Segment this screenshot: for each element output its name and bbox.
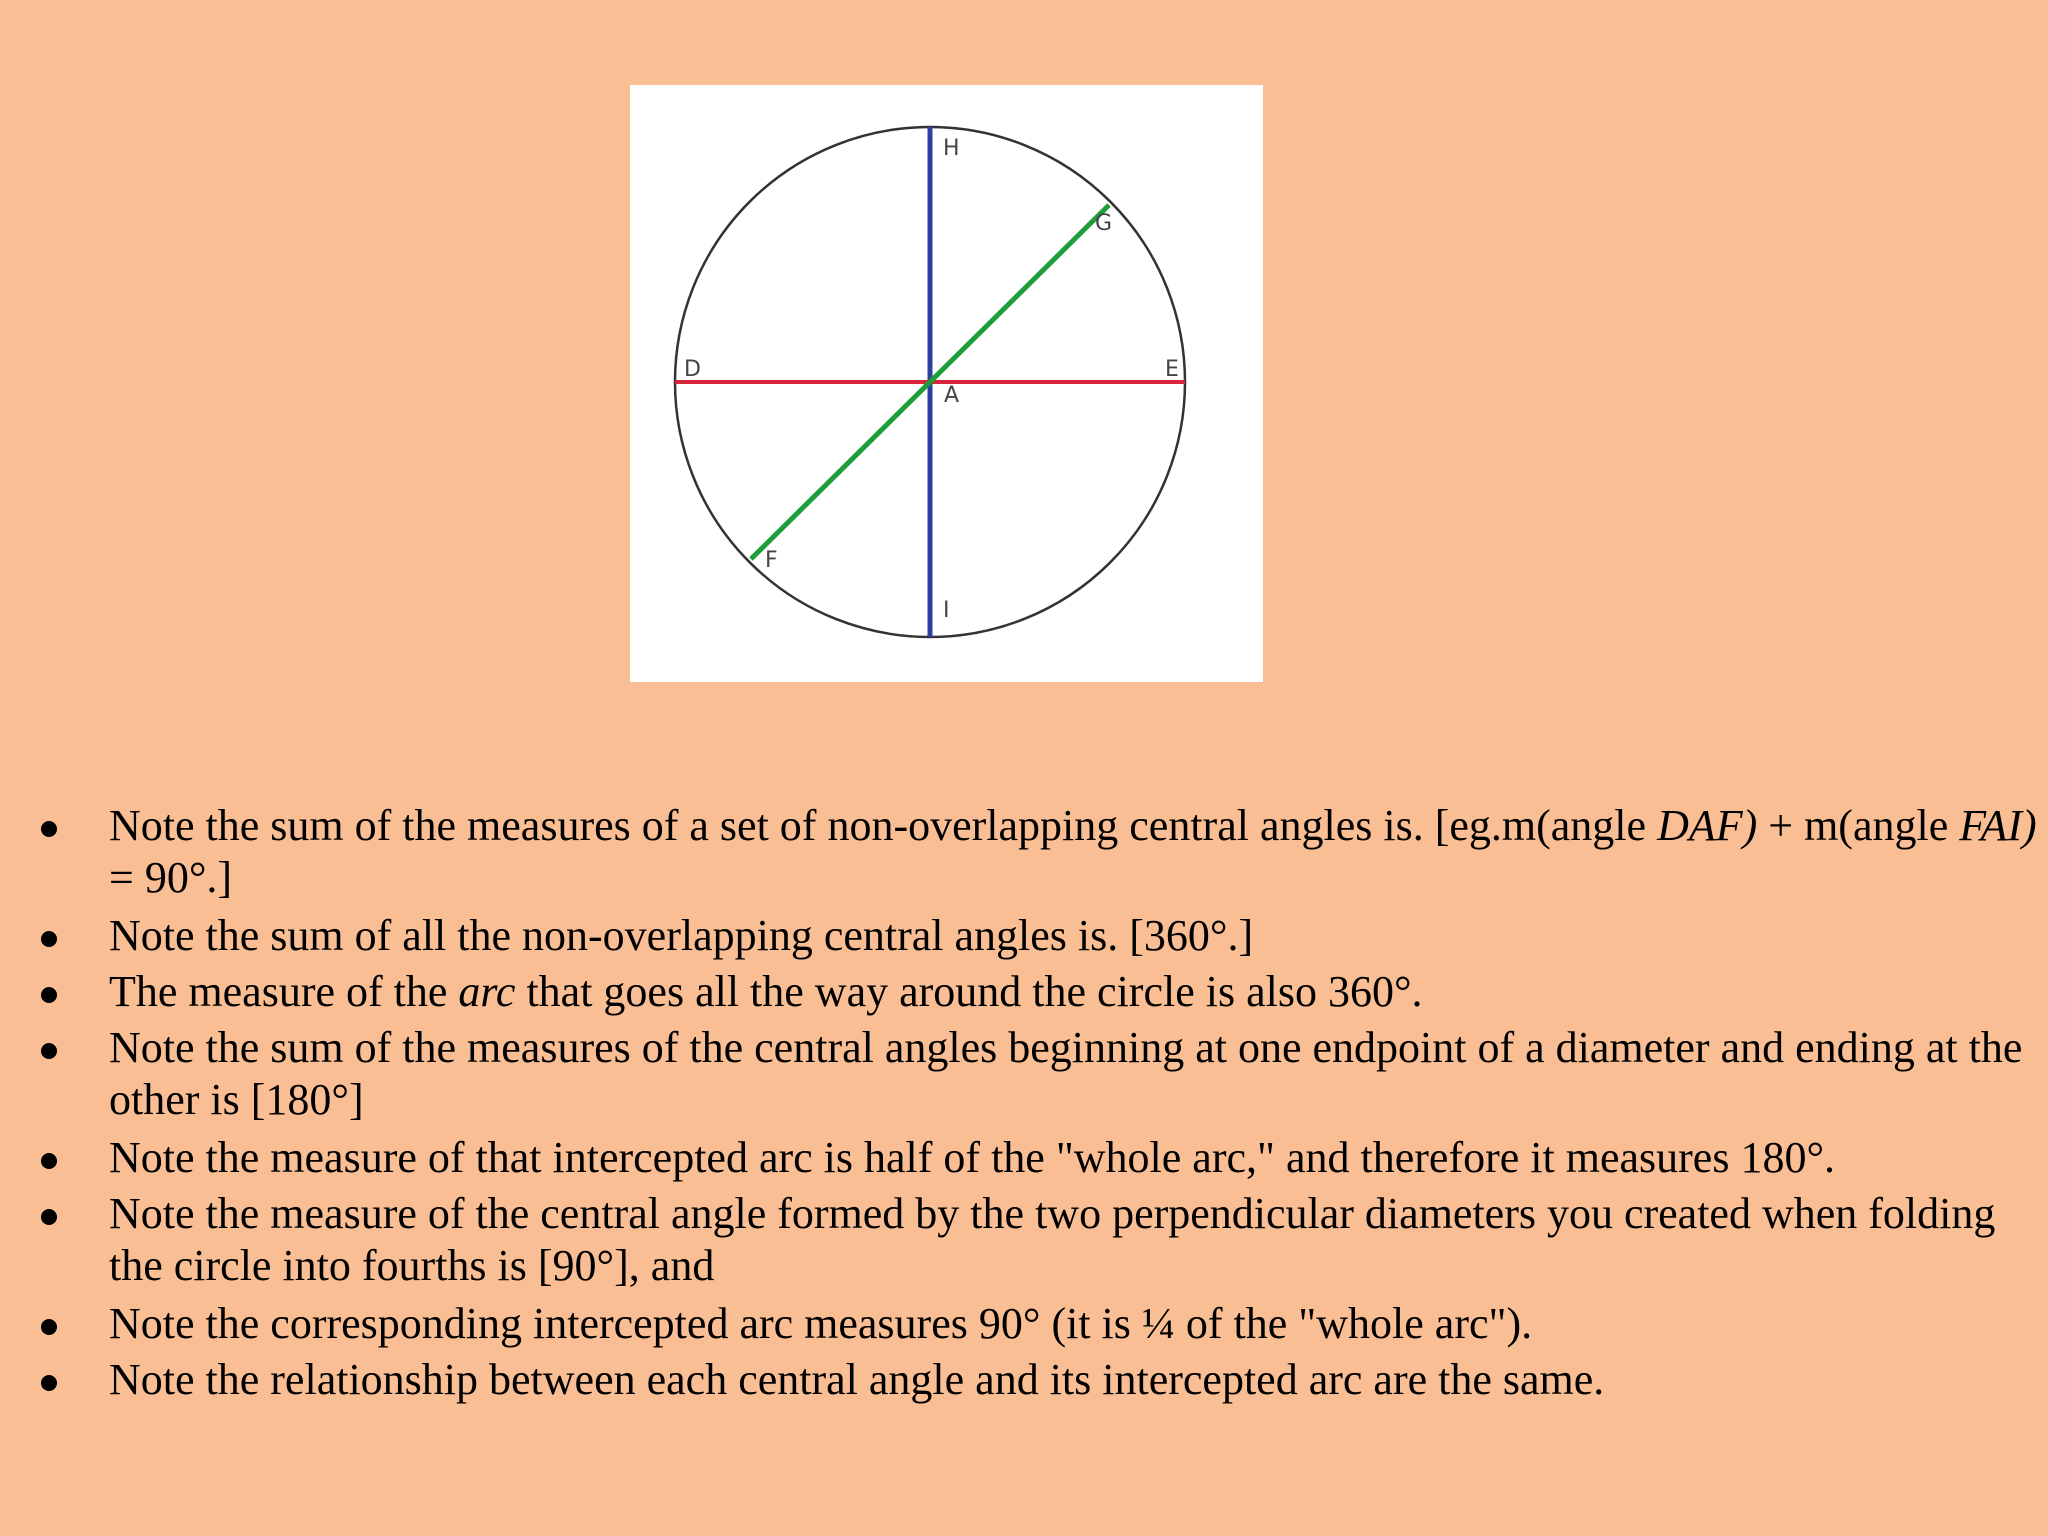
bullet-dot [41,1043,57,1059]
bullet-text: Note the relationship between each central angle and its intercepted arc are the same. [109,1355,1605,1404]
bullet-text: The measure of the arc that goes all the way around the circle is also 360°. [109,967,1423,1016]
bullet-text: Note the sum of all the non-overlapping central angles is. [360°.] [109,911,1254,960]
point-label-f: F [765,548,778,573]
point-label-d: D [684,357,701,382]
list-item [36,1132,2046,1184]
bullet-dot [41,987,57,1003]
circle-diagram-svg [630,85,1263,682]
bullet-dot [41,1319,57,1335]
bullet-dot [41,1375,57,1391]
list-item [36,1022,2046,1126]
bullet-text: Note the measure of the central angle formed by the two perpendicular diameters you created when folding the circle into fourths is [90°], and [109,1189,1996,1290]
bullet-text: Note the corresponding intercepted arc measures 90° (it is ¼ of the "whole arc"). [109,1299,1533,1348]
point-label-i: I [943,598,950,623]
list-item [36,910,2046,962]
bullet-dot [41,931,57,947]
point-label-a: A [944,383,960,408]
list-item [36,1298,2046,1350]
list-item [36,1354,2046,1406]
bullet-dot [41,1153,57,1169]
bullet-dot [41,1209,57,1225]
bullet-dot [41,821,57,837]
bullet-text: Note the sum of the measures of a set of non-overlapping central angles is. [eg.m(angle DAF) + m(angle FAI) = 90°.] [109,801,2037,902]
point-label-g: G [1095,211,1113,236]
bullet-list [36,800,2046,1410]
bullet-text: Note the measure of that intercepted arc is half of the "whole arc," and therefore it measures 180°. [109,1133,1836,1182]
point-label-e: E [1165,357,1179,382]
circle-diagram [630,85,1263,682]
bullet-text: Note the sum of the measures of the central angles beginning at one endpoint of a diameter and ending at the other is [180°] [109,1023,2023,1124]
point-label-h: H [943,136,960,161]
list-item [36,1188,2046,1292]
list-item [36,800,2046,904]
list-item [36,966,2046,1018]
